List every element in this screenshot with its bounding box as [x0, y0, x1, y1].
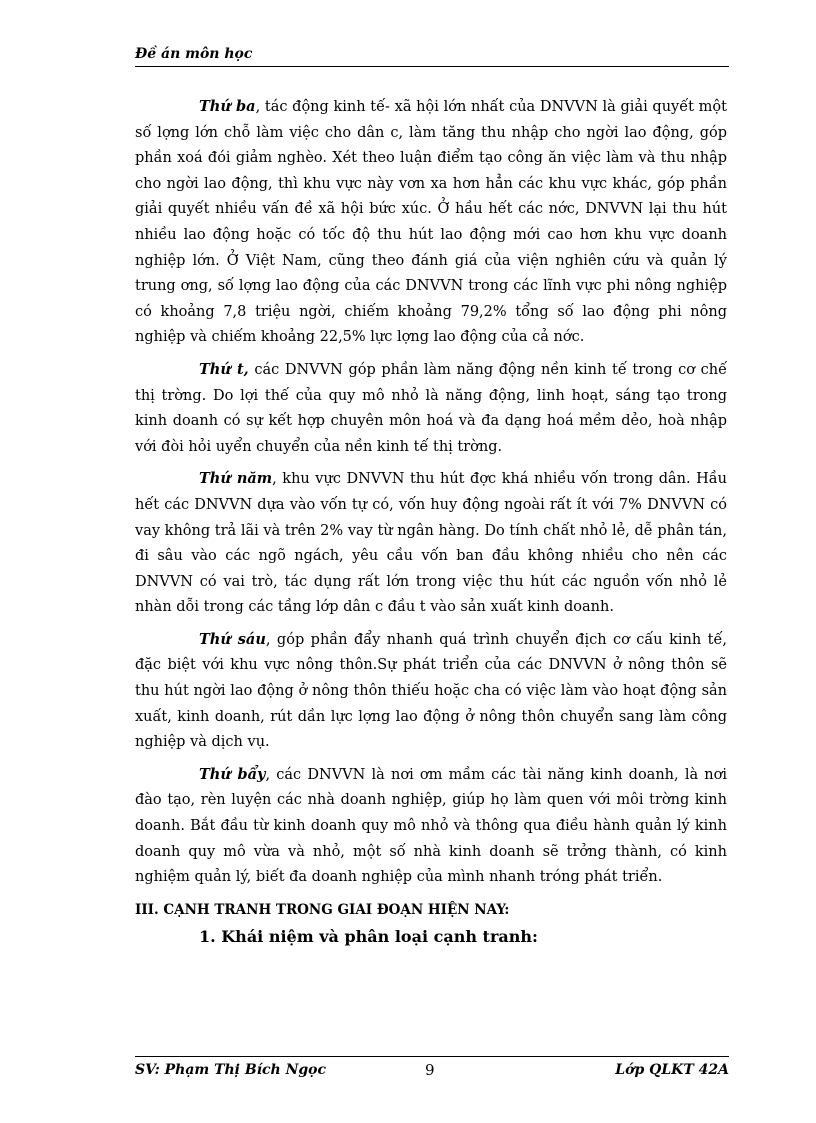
- paragraph-text: các DNVVN góp phần làm năng động nền kinh tế trong cơ chế thị trờng. Do lợi thế của quy mô nhỏ là năng động, linh hoạt, sáng tạo trong kinh doanh có sự kết hợp chuyên môn hoá và đa dạng hoá mềm dẻo, hoà nhập với đòi hỏi uyển chuyển của nền kinh tế thị trờng.: [135, 361, 727, 455]
- page-number: 9: [425, 1061, 435, 1079]
- paragraph-text: , góp phần đẩy nhanh quá trình chuyển địch cơ cấu kinh tế, đặc biệt với khu vực nông thôn.Sự phát triển của các DNVVN ở nông thôn sẽ thu hút ngời lao động ở nông thôn thiếu hoặc cha có việc làm vào hoạt động sản xuất, kinh doanh, rút dần lực lợng lao động ở nông thôn chuyển sang làm công nghiệp và dịch vụ.: [135, 631, 727, 751]
- paragraph-lead: Thứ năm: [199, 470, 273, 488]
- document-body: [135, 94, 727, 951]
- paragraph: [135, 627, 727, 756]
- header-title: Đề án môn học: [135, 46, 253, 62]
- paragraph-text: , tác động kinh tế- xã hội lớn nhất của DNVVN là giải quyết một số lợng lớn chỗ làm việc cho dân c, làm tăng thu nhập cho ngời lao động, góp phần xoá đói giảm nghèo. Xét theo luận điểm tạo công ăn việc làm và thu nhập cho ngời lao động, thì khu vực này vơn xa hơn hẳn các khu vực khác, góp phần giải quyết nhiều vấn đề xã hội bức xúc. Ở hầu hết các nớc, DNVVN lại thu hút nhiều lao động hoặc có tốc độ thu hút lao động mới cao hơn khu vực doanh nghiệp lớn. Ở Việt Nam, cũng theo đánh giá của viện nghiên cứu và quản lý trung ơng, số lợng lao động của các DNVVN trong các lĩnh vực phi nông nghiệp có khoảng 7,8 triệu ngời, chiếm khoảng 79,2% tổng số lao động phi nông nghiệp và chiếm khoảng 22,5% lực lợng lao động của cả nớc.: [135, 99, 727, 346]
- paragraph: [135, 94, 727, 351]
- paragraph-text: , khu vực DNVVN thu hút đợc khá nhiều vốn trong dân. Hầu hết các DNVVN dựa vào vốn tự có, vốn huy động ngoài rất ít với 7% DNVVN có vay không trả lãi và trên 2% vay từ ngân hàng. Do tính chất nhỏ lẻ, dễ phân tán, đi sâu vào các ngõ ngách, yêu cầu vốn ban đầu không nhiều cho nên các DNVVN có vai trò, tác dụng rất lớn trong việc thu hút các nguồn vốn nhỏ lẻ nhàn dỗi trong các tầng lớp dân c đầu t vào sản xuất kinh doanh.: [135, 471, 728, 616]
- paragraph: [135, 762, 727, 891]
- paragraph-lead: Thứ t,: [199, 360, 249, 378]
- paragraph-lead: Thứ sáu: [199, 630, 266, 648]
- section-heading: III. CẠNH TRANH TRONG GIAI ĐOẠN HIỆN NAY:: [135, 901, 510, 918]
- footer-class: Lớp QLKT 42A: [615, 1062, 729, 1078]
- footer-author: SV: Phạm Thị Bích Ngọc: [135, 1062, 327, 1078]
- paragraph-lead: Thứ bẩy: [199, 765, 266, 783]
- paragraph-text: , các DNVVN là nơi ơm mầm các tài năng kinh doanh, là nơi đào tạo, rèn luyện các nhà doanh nghiệp, giúp họ làm quen với môi trờng kinh doanh. Bắt đầu từ kinh doanh quy mô nhỏ và thông qua điều hành quản lý kinh doanh quy mô vừa và nhỏ, một số nhà kinh doanh sẽ trởng thành, có kinh nghiệm quản lý, biết đa doanh nghiệp của mình nhanh tróng phát triển.: [135, 766, 728, 886]
- paragraph-lead: Thứ ba: [199, 98, 256, 115]
- paragraph: [135, 466, 727, 621]
- page-footer: [135, 1056, 729, 1081]
- page-header: [135, 44, 729, 67]
- paragraph: [135, 357, 727, 460]
- sub-heading: 1. Khái niệm và phân loại cạnh tranh:: [199, 926, 538, 946]
